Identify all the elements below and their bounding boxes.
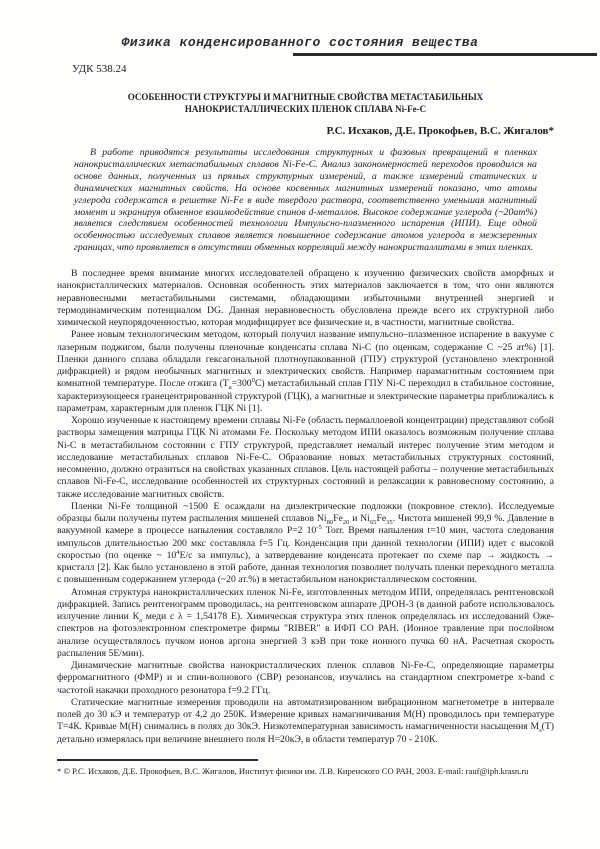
article-body — [57, 268, 554, 746]
body-paragraph: Ранее новым технологическим методом, который получил название импульсно–плазменное испарение в вакууме с лазерным поджигом, были получены пленочные конденсаты сплава Ni-C (по оценкам, содержание С ~25 ат%) [1]. Пленки данного сплава обладали гексагональной плотноупакованной (ГПУ) структурой (установлено электронной дифракцией) и рядом необычных магнитных и электрических свойств. Например парамагнитным состоянием при комнатной температуре. После отжига $(Т_а=300^0С)$ метастабильный сплав ГПУ Ni-C переходил в стабильное состояние, характеризующееся гранецентрированной структурой (ГЦК), а магнитные и электрические параметры приближались к параметрам, характерным для пленок ГЦК Ni [1]. — [57, 329, 554, 414]
article-title-line2: НАНОКРИСТАЛЛИЧЕСКИХ ПЛЕНОК СПЛАВА Ni-Fe-C — [184, 103, 427, 114]
body-paragraph: Динамические магнитные свойства нанокристаллических пленок сплавов Ni-Fe-C, определяющие параметры ферромагнитного (ФМР) и и спин-волнового (СВР) резонансов, изучались на стандартном спектрометре x-band с частотой накачки проходного резонатора f=9.2 ГГц. — [57, 660, 554, 696]
header-rule — [293, 53, 597, 56]
article-authors: Р.С. Исхаков, Д.Е. Прокофьев, В.С. Жигалов* — [326, 125, 554, 137]
article-title — [57, 92, 554, 115]
body-paragraph: В последнее время внимание многих исследователей обращено к изучению физических свойств аморфных и нанокристаллических материалов. Основная особенность этих материалов заключается в том, что они являются неравновесными метастабильными системами, обладающими избыточными внутренней энергией и термодинамическим потенциалом DG. Данная неравновесность обусловлена прежде всего их структурной либо химической неупорядоченностью, которая модифицирует все физические и, в частности, магнитные свойства. — [57, 268, 554, 328]
article-abstract: В работе приводятся результаты исследования структурных и фазовых превращений в пленках нанокристаллических метастабильных сплавов Ni-Fe-C. Анализ закономерностей переходов проводился на основе данных, полученных из прямых структурных измерений, а также измерений статических и динамических магнитных свойств. На основе косвенных магнитных измерений показано, что атомы углерода содержатся в решетке Ni-Fe в виде твердого раствора, соответственно уменьшая магнитный момент и экранируя обменное взаимодействие спинов d-металлов. Высокое содержание углерода (~20ат%) является следствием особенностей технологии Импульсно-плазменного испарения (ИПИ). Еще одной особенностью исследуемых сплавов является повышенное содержание атомов углерода в межзеренных границах, что проявляется в отсутствии обменных корреляций между нанокристаллитами в этих пленках. — [74, 147, 537, 254]
body-paragraph: Статические магнитные измерения проводили на автоматизированном вибрационном магнетометре в интервале полей до 30 кЭ и температур от 4,2 до 250К. Измерение кривых намагничивания М(Н) проводилось при температуре Т=4К. Кривые М(Н) снимались в полях до 30кЭ. Низкотемпературная зависимость намагниченности насыщения $М_s(Т)$ детально измерялась при величине внешнего поля Н=20кЭ, в области температур 70 - 210К. — [57, 696, 554, 745]
article-title-line1: ОСОБЕННОСТИ СТРУКТУРЫ И МАГНИТНЫЕ СВОЙСТВА МЕТАСТАБИЛЬНЫХ — [127, 92, 484, 102]
copyright-footnote: * © Р.С. Исхаков, Д.Е. Прокофьев, В.С. Жигалов, Институт физики им. Л.В. Киренского СО РАН, 2003. E-mail: rauf@iph.krasn.ru — [57, 766, 529, 776]
body-paragraph: Атомная структура нанокристаллических пленок Ni-Fe, изготовленных методом ИПИ, определялась рентгеновской дифракцией. Запись рентгенограмм проводилась, на рентгеновском аппарате ДРОН-3 (в данной работе использовалось излучение линии $К_а$ меди с λ = 1,54178 Е). Химическая структура этих пленок определялась из исследований Оже-спектров на фотоэлектронном спектрометре фирмы "RIBER" в ИФП СО РАН. (Ионное травление при послойном анализе осуществлялось пучком ионов аргона энергией 3 кэВ при токе ионного пучка 60 нА. Расчетная скорость распыления 5Е/мин). — [57, 586, 554, 659]
body-paragraph: Пленки Ni-Fe толщиной ~1500 Е осаждали на диэлектрические подложки (покровное стекло). Исследуемые образцы были получены путем распыления мишеней сплавов $Ni_{80}Fe_{20}$ и $Ni_{65}Fe_{35}$. Чистота мишеней 99,9 %. Давление в вакуумной камере в процессе напыления составляло Р=2 $10^{-5}$ Torr. Время напыления t=10 мин, частота следования импульсов длительностью 200 мкс составляла f=5 Гц. Конденсация при данной технологии (ИПИ) идет с высокой скоростью (по оценке ~ $10^4Е/с$ за импульс), а затвердевание конденсата протекает по схеме пар → жидкость → кристалл [2]. Как было установлено в этой работе, данная технология позволяет получать пленки переходного металла с повышенным содержанием углерода (~20 ат.%) в метастабильном нанокристаллическом состоянии. — [57, 500, 555, 586]
udc-code: УДК 538.24 — [72, 63, 127, 75]
body-paragraph: Хорошо изученные к настоящему времени сплавы Ni-Fe (область пермаллоевой концентрации) представляют собой растворы замещения матрицы ГЦК Ni атомами Fe. Поскольку методом ИПИ оказалось возможным получение сплава Ni-C в метастабильном состоянии с ГПУ структурой, представляет немалый интерес получение этим методом и исследование метастабильных сплавов Ni-Fe-C. Образование новых метастабильных структурных состояний, несомненно, должно отразиться на свойствах указанных сплавов. Цель настоящей работы – получение метастабильных сплавов Ni-Fe-C, исследование особенностей их структурных состояний и релаксации к равновесному состоянию, а также исследование магнитных свойств. — [57, 415, 554, 500]
footnote-rule — [57, 759, 258, 761]
journal-section-header: Физика конденсированного состояния вещества — [121, 35, 479, 50]
